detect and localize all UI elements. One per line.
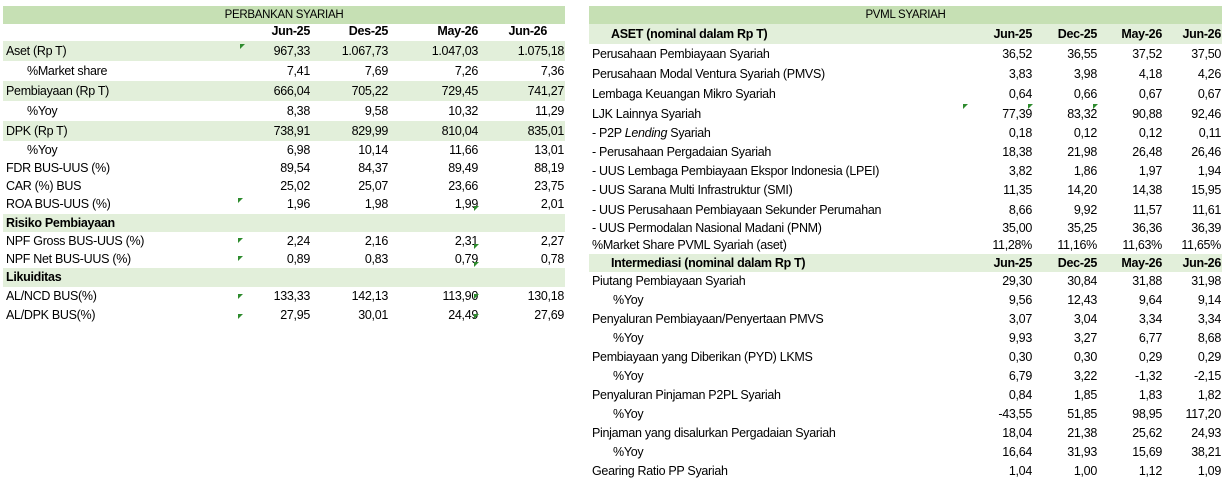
table-row [589, 64, 1222, 84]
cell-value: -2,15 [1194, 369, 1221, 383]
table-row [589, 405, 1222, 424]
row-label: Intermediasi (nominal dalam Rp T) [611, 256, 806, 270]
cell-value: 0,29 [1138, 350, 1162, 364]
cell-value: 7,69 [364, 64, 388, 78]
table-row [589, 104, 1222, 124]
cell-value: 1,00 [1073, 464, 1097, 478]
table-row [589, 143, 1222, 162]
perbankan-title: PERBANKAN SYARIAH [3, 6, 565, 24]
cell-value: 142,13 [351, 289, 388, 303]
comment-marker-icon [1028, 104, 1033, 109]
cell-value: 7,41 [286, 64, 310, 78]
table-row [589, 443, 1222, 462]
cell-value: 23,75 [534, 179, 564, 193]
cell-value: 7,26 [454, 64, 478, 78]
row-label-part: Syariah [667, 126, 711, 140]
cell-value: 0,12 [1138, 126, 1162, 140]
pvml-title: PVML SYARIAH [589, 6, 1222, 24]
row-label: LJK Lainnya Syariah [592, 107, 701, 121]
row-label: AL/DPK BUS(%) [6, 308, 96, 322]
cell-value: 1.067,73 [341, 44, 388, 58]
table-row [589, 424, 1222, 443]
row-label: %Yoy [613, 331, 644, 345]
cell-value: 1,98 [364, 197, 388, 211]
cell-value: 0,30 [1073, 350, 1097, 364]
cell-value: 1.047,03 [431, 44, 478, 58]
row-label: %Yoy [27, 143, 58, 157]
cell-value: 9,92 [1073, 203, 1097, 217]
column-header: Des-25 [348, 24, 388, 38]
cell-value: 11,16% [1057, 238, 1097, 252]
cell-value: 27,69 [534, 308, 564, 322]
cell-value: 0,78 [540, 252, 564, 266]
cell-value: 36,39 [1191, 221, 1221, 235]
cell-value: 8,38 [286, 104, 310, 118]
row-label: %Yoy [613, 369, 644, 383]
row-label: Pembiayaan yang Diberikan (PYD) LKMS [592, 350, 813, 364]
table-row [589, 124, 1222, 143]
cell-value: 810,04 [441, 124, 478, 138]
cell-value: 117,20 [1185, 407, 1221, 421]
cell-value: 666,04 [273, 84, 310, 98]
cell-value: 130,18 [527, 289, 564, 303]
column-header: Jun-25 [271, 24, 310, 38]
table-row [3, 159, 565, 177]
cell-value: 7,36 [540, 64, 564, 78]
cell-value: 89,54 [280, 161, 310, 175]
pvml-rows [589, 24, 1222, 481]
comment-marker-icon [238, 256, 243, 261]
cell-value: 9,58 [364, 104, 388, 118]
row-label: - UUS Permodalan Nasional Madani (PNM) [592, 221, 822, 235]
cell-value: 84,37 [358, 161, 388, 175]
cell-value: 0,83 [364, 252, 388, 266]
cell-value: 1,04 [1008, 464, 1032, 478]
cell-value: 1,12 [1138, 464, 1162, 478]
cell-value: 3,04 [1073, 312, 1097, 326]
row-label: %Market share [27, 64, 108, 78]
cell-value: 1,09 [1197, 464, 1221, 478]
cell-value: 25,62 [1132, 426, 1162, 440]
cell-value: 90,88 [1132, 107, 1162, 121]
table-row [3, 141, 565, 159]
cell-value: 11,29 [535, 104, 564, 118]
table-row [589, 348, 1222, 367]
cell-value: 6,98 [286, 143, 310, 157]
cell-value: 29,30 [1002, 274, 1032, 288]
table-row [3, 81, 565, 101]
cell-value: 0,64 [1008, 87, 1032, 101]
table-row [589, 44, 1222, 64]
cell-value: 3,83 [1008, 67, 1032, 81]
row-label: ASET (nominal dalam Rp T) [611, 27, 768, 41]
section-header-row [589, 24, 1222, 44]
cell-value: 13,01 [534, 143, 564, 157]
comment-marker-icon [238, 294, 243, 299]
cell-value: 18,38 [1002, 145, 1032, 159]
cell-value: 1,86 [1073, 164, 1097, 178]
cell-value: 1,85 [1073, 388, 1097, 402]
row-label: - UUS Lembaga Pembiayaan Ekspor Indonesia (LPEI) [592, 164, 880, 178]
cell-value: 1,97 [1138, 164, 1162, 178]
cell-value: 738,91 [273, 124, 310, 138]
row-label: - Perusahaan Pergadaian Syariah [592, 145, 772, 159]
cell-value: 21,98 [1067, 145, 1097, 159]
cell-value: 8,66 [1008, 203, 1032, 217]
cell-value: -1,32 [1135, 369, 1162, 383]
cell-value: 3,34 [1197, 312, 1221, 326]
cell-value: 10,32 [448, 104, 478, 118]
perbankan-column-header [3, 24, 565, 41]
cell-value: Dec-25 [1057, 256, 1097, 270]
cell-value: 0,11 [1198, 126, 1221, 140]
cell-value: 0,29 [1197, 350, 1221, 364]
table-row [589, 181, 1222, 200]
row-label: CAR (%) BUS [6, 179, 82, 193]
cell-value: 3,22 [1073, 369, 1097, 383]
cell-value: 31,98 [1191, 274, 1221, 288]
cell-value: 31,88 [1132, 274, 1162, 288]
cell-value: 25,02 [280, 179, 310, 193]
cell-value: Jun-26 [1182, 27, 1221, 41]
cell-value: 741,27 [527, 84, 564, 98]
cell-value: 967,33 [273, 44, 310, 58]
cell-value: Jun-25 [993, 256, 1032, 270]
cell-value: 3,07 [1008, 312, 1032, 326]
table-row [589, 462, 1222, 481]
row-label: Pinjaman yang disalurkan Pergadaian Syariah [592, 426, 836, 440]
comment-marker-icon [474, 314, 479, 319]
row-label: NPF Gross BUS-UUS (%) [6, 234, 145, 248]
cell-value: 35,00 [1002, 221, 1032, 235]
table-row [589, 162, 1222, 181]
cell-value: 83,32 [1067, 107, 1097, 121]
cell-value: 88,19 [534, 161, 564, 175]
cell-value: 51,85 [1067, 407, 1097, 421]
cell-value: Jun-25 [993, 27, 1032, 41]
section-header-row [589, 254, 1222, 272]
row-label: Perusahaan Pembiayaan Syariah [592, 47, 770, 61]
cell-value: 11,66 [449, 143, 478, 157]
cell-value: 835,01 [527, 124, 564, 138]
comment-marker-icon [238, 314, 243, 319]
table-row [589, 291, 1222, 310]
cell-value: 31,93 [1067, 445, 1097, 459]
cell-value: 705,22 [351, 84, 388, 98]
cell-value: 11,35 [1003, 183, 1032, 197]
cell-value: 8,68 [1197, 331, 1221, 345]
row-label: Penyaluran Pinjaman P2PL Syariah [592, 388, 781, 402]
row-label: Perusahaan Modal Ventura Syariah (PMVS) [592, 67, 825, 81]
cell-value: 11,61 [1192, 203, 1221, 217]
cell-value: 98,95 [1132, 407, 1162, 421]
cell-value: 36,52 [1002, 47, 1032, 61]
cell-value: 0,89 [286, 252, 310, 266]
cell-value: 3,34 [1138, 312, 1162, 326]
cell-value: 92,46 [1191, 107, 1221, 121]
row-label: %Yoy [613, 293, 644, 307]
cell-value: May-26 [1121, 27, 1162, 41]
table-row [3, 214, 565, 232]
pvml-syariah-table [589, 6, 1222, 481]
cell-value: 30,01 [358, 308, 388, 322]
cell-value: 24,93 [1191, 426, 1221, 440]
table-row [589, 329, 1222, 348]
cell-value: 3,82 [1008, 164, 1032, 178]
cell-value: 30,84 [1067, 274, 1097, 288]
row-label: Aset (Rp T) [6, 44, 67, 58]
row-label: Penyaluran Pembiayaan/Penyertaan PMVS [592, 312, 824, 326]
comment-marker-icon [474, 244, 479, 249]
cell-value: 11,28% [992, 238, 1032, 252]
cell-value: 38,21 [1191, 445, 1221, 459]
row-label: %Yoy [613, 407, 644, 421]
cell-value: 36,36 [1132, 221, 1162, 235]
row-label: - UUS Sarana Multi Infrastruktur (SMI) [592, 183, 793, 197]
cell-value: 11,57 [1133, 203, 1162, 217]
cell-value: 2,16 [364, 234, 388, 248]
row-label: Likuiditas [6, 270, 62, 284]
cell-value: 24,49 [448, 308, 478, 322]
table-row [3, 287, 565, 306]
cell-value: 1,94 [1197, 164, 1221, 178]
cell-value: 35,25 [1067, 221, 1097, 235]
row-label: - UUS Perusahaan Pembiayaan Sekunder Perumahan [592, 203, 882, 217]
cell-value: 0,67 [1197, 87, 1221, 101]
comment-marker-icon [963, 104, 968, 109]
cell-value: 36,55 [1067, 47, 1097, 61]
table-row [3, 61, 565, 81]
cell-value: 2,31 [454, 234, 478, 248]
row-label: Pembiayaan (Rp T) [6, 84, 110, 98]
table-row [3, 232, 565, 250]
cell-value: 133,33 [273, 289, 310, 303]
perbankan-syariah-table [3, 6, 565, 325]
cell-value: 0,12 [1073, 126, 1097, 140]
table-row [589, 386, 1222, 405]
row-label: %Yoy [613, 445, 644, 459]
row-label: AL/NCD BUS(%) [6, 289, 97, 303]
cell-value: 21,38 [1067, 426, 1097, 440]
cell-value: 89,49 [448, 161, 478, 175]
cell-value: 3,27 [1073, 331, 1097, 345]
row-label: DPK (Rp T) [6, 124, 68, 138]
cell-value: 14,20 [1067, 183, 1097, 197]
cell-value: 2,24 [286, 234, 310, 248]
table-row [3, 268, 565, 287]
comment-marker-icon [474, 294, 479, 299]
cell-value: 26,48 [1132, 145, 1162, 159]
comment-marker-icon [238, 198, 243, 203]
column-header: May-26 [437, 24, 478, 38]
cell-value: 11,65% [1181, 238, 1221, 252]
cell-value: 2,27 [540, 234, 564, 248]
comment-marker-icon [1093, 104, 1098, 109]
cell-value: 0,66 [1073, 87, 1097, 101]
cell-value: 77,39 [1002, 107, 1032, 121]
row-label: Lembaga Keuangan Mikro Syariah [592, 87, 776, 101]
cell-value: 6,77 [1138, 331, 1162, 345]
cell-value: 25,07 [358, 179, 388, 193]
cell-value: 1,82 [1197, 388, 1221, 402]
cell-value: 729,45 [441, 84, 478, 98]
cell-value: 0,84 [1008, 388, 1032, 402]
cell-value: 18,04 [1002, 426, 1032, 440]
cell-value: 2,01 [540, 197, 564, 211]
table-row [3, 195, 565, 214]
cell-value: 37,52 [1132, 47, 1162, 61]
row-label: Gearing Ratio PP Syariah [592, 464, 728, 478]
cell-value: 1.075,18 [517, 44, 564, 58]
table-row [589, 236, 1222, 254]
table-row [589, 200, 1222, 220]
cell-value: 6,79 [1008, 369, 1032, 383]
row-label: Piutang Pembiayaan Syariah [592, 274, 746, 288]
table-row [3, 250, 565, 268]
cell-value: 1,96 [286, 197, 310, 211]
cell-value: 11,63% [1122, 238, 1162, 252]
table-row [589, 84, 1222, 104]
cell-value: 15,95 [1191, 183, 1221, 197]
table-row [589, 310, 1222, 329]
comment-marker-icon [474, 206, 479, 211]
cell-value: 113,90 [442, 289, 478, 303]
row-label-italic: Lending [624, 126, 668, 140]
cell-value: 15,69 [1132, 445, 1162, 459]
column-header: Jun-26 [508, 24, 547, 38]
cell-value: 23,66 [448, 179, 478, 193]
comment-marker-icon [238, 238, 243, 243]
comment-marker-icon [474, 262, 479, 267]
comment-marker-icon [240, 44, 245, 49]
cell-value: 4,26 [1197, 67, 1221, 81]
cell-value: 9,64 [1138, 293, 1162, 307]
row-label: %Yoy [27, 104, 58, 118]
perbankan-rows [3, 41, 565, 325]
cell-value: 12,43 [1067, 293, 1097, 307]
cell-value: -43,55 [998, 407, 1032, 421]
row-label: FDR BUS-UUS (%) [6, 161, 110, 175]
table-row [3, 41, 565, 61]
cell-value: 9,93 [1008, 331, 1032, 345]
table-row [589, 272, 1222, 291]
cell-value: Dec-25 [1057, 27, 1097, 41]
row-label [592, 124, 711, 143]
table-row [3, 177, 565, 195]
cell-value: 0,30 [1008, 350, 1032, 364]
cell-value: 3,98 [1073, 67, 1097, 81]
cell-value: 1,99 [454, 197, 478, 211]
cell-value: 0,67 [1138, 87, 1162, 101]
cell-value: 26,46 [1191, 145, 1221, 159]
cell-value: 829,99 [351, 124, 388, 138]
cell-value: 37,50 [1191, 47, 1221, 61]
table-row [589, 367, 1222, 386]
cell-value: Jun-26 [1182, 256, 1221, 270]
row-label: Risiko Pembiayaan [6, 216, 115, 230]
row-label: %Market Share PVML Syariah (aset) [592, 238, 787, 252]
cell-value: 0,79 [454, 252, 478, 266]
cell-value: May-26 [1121, 256, 1162, 270]
cell-value: 1,83 [1138, 388, 1162, 402]
cell-value: 9,14 [1197, 293, 1221, 307]
cell-value: 9,56 [1008, 293, 1032, 307]
cell-value: 0,18 [1008, 126, 1032, 140]
cell-value: 16,64 [1002, 445, 1032, 459]
cell-value: 10,14 [358, 143, 388, 157]
table-row [3, 121, 565, 141]
cell-value: 14,38 [1132, 183, 1162, 197]
table-row [589, 220, 1222, 236]
table-row [3, 306, 565, 325]
table-row [3, 101, 565, 121]
row-label: ROA BUS-UUS (%) [6, 197, 111, 211]
cell-value: 4,18 [1138, 67, 1162, 81]
cell-value: 27,95 [280, 308, 310, 322]
row-label: NPF Net BUS-UUS (%) [6, 252, 131, 266]
row-label-part: - P2P [592, 126, 625, 140]
